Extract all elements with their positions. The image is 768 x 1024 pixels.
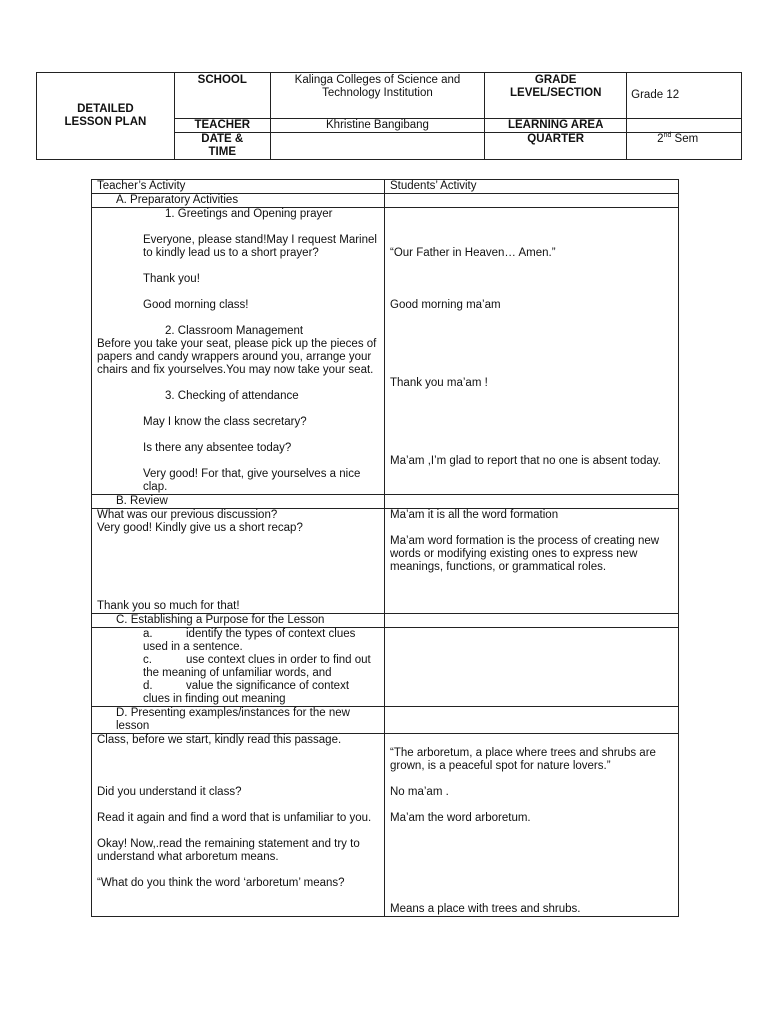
d-teacher-1: Class, before we start, kindly read this passage. — [97, 734, 342, 746]
lesson-plan-header — [36, 72, 742, 160]
section-c-objectives — [92, 628, 385, 707]
plan-title-cell — [37, 73, 175, 160]
quarter-value — [627, 133, 742, 160]
section-b-students — [385, 509, 679, 614]
section-c-heading: C. Establishing a Purpose for the Lesson — [92, 614, 385, 628]
objective-d-text: value the significance of context clues in finding out meaning — [143, 680, 350, 705]
col-header-students: Students’ Activity — [385, 180, 679, 194]
d-teacher-5: “What do you think the word ‘arboretum’ means? — [97, 877, 345, 889]
b-student-1: Ma’am it is all the word formation — [390, 509, 559, 521]
b-teacher-3: Thank you so much for that! — [97, 600, 240, 612]
section-a-students — [385, 208, 679, 495]
objective-d-label: d. — [143, 680, 153, 692]
d-teacher-4: Okay! Now,.read the remaining statement and try to understand what arboretum means. — [97, 838, 360, 863]
objective-c-label: c. — [143, 654, 152, 666]
school-label: SCHOOL — [174, 73, 270, 119]
quarter-rest: Sem — [671, 133, 699, 145]
date-label-text: DATE & TIME — [201, 133, 244, 158]
d-student-1: “The arboretum, a place where trees and shrubs are grown, is a peaceful spot for nature lovers.” — [390, 747, 656, 772]
quarter-label: QUARTER — [485, 133, 627, 160]
teacher-label: TEACHER — [174, 119, 270, 133]
objective-c — [97, 654, 379, 680]
b-teacher-2: Very good! Kindly give us a short recap? — [97, 522, 303, 534]
d-student-2: No ma’am . — [390, 786, 449, 798]
b-student-2: Ma’am word formation is the process of creating new words or modifying existing ones to express new meanings, functions, or grammatical roles. — [390, 535, 660, 573]
a1-title: 1. Greetings and Opening prayer — [165, 208, 333, 220]
a3-teacher-2: Is there any absentee today? — [143, 442, 292, 454]
section-d-heading — [92, 707, 385, 734]
a2-title: 2. Classroom Management — [165, 325, 304, 337]
a1-teacher-1: Everyone, please stand!May I request Marinel to kindly lead us to a short prayer? — [143, 234, 377, 259]
a3-teacher-1: May I know the class secretary? — [143, 416, 307, 428]
a1-student-3: Good morning ma’am — [390, 299, 501, 311]
learning-area-value — [627, 119, 742, 133]
quarter-sup: nd — [663, 132, 672, 140]
section-b-teacher — [92, 509, 385, 614]
col-header-teacher: Teacher’s Activity — [92, 180, 385, 194]
teacher-value: Khristine Bangibang — [270, 119, 485, 133]
objective-c-text: use context clues in order to find out the meaning of unfamiliar words, and — [143, 654, 371, 679]
a3-teacher-3: Very good! For that, give yourselves a nice clap. — [143, 468, 361, 493]
objective-a-text: identify the types of context clues used in a sentence. — [143, 628, 356, 653]
section-d-students — [385, 734, 679, 917]
plan-title: DETAILED LESSON PLAN — [64, 103, 147, 128]
d-student-3: Ma’am the word arboretum. — [390, 812, 531, 824]
activity-table — [91, 179, 679, 917]
objective-d — [97, 680, 379, 706]
grade-value: Grade 12 — [627, 73, 742, 119]
date-value — [270, 133, 485, 160]
a2-teacher-1: Before you take your seat, please pick up the pieces of papers and candy wrappers around you, arrange your chairs and fix yourselves.You may now take your seat. — [97, 338, 377, 376]
d-teacher-3: Read it again and find a word that is unfamiliar to you. — [97, 812, 372, 824]
objective-a-label: a. — [143, 628, 153, 640]
a3-title: 3. Checking of attendance — [165, 390, 299, 402]
section-d-heading-text: D. Presenting examples/instances for the new lesson — [116, 707, 350, 732]
learning-area-label: LEARNING AREA — [485, 119, 627, 133]
section-d-teacher — [92, 734, 385, 917]
section-a-teacher — [92, 208, 385, 495]
section-a-heading: A. Preparatory Activities — [92, 194, 385, 208]
a2-student-1: Thank you ma’am ! — [390, 377, 488, 389]
section-b-heading: B. Review — [92, 495, 385, 509]
grade-label: GRADE LEVEL/SECTION — [485, 73, 627, 119]
a1-teacher-2: Thank you! — [143, 273, 200, 285]
a1-student-1: “Our Father in Heaven… Amen.” — [390, 247, 556, 259]
quarter-num: 2 — [657, 133, 664, 145]
d-teacher-2: Did you understand it class? — [97, 786, 242, 798]
school-value: Kalinga Colleges of Science and Technology Institution — [270, 73, 485, 119]
d-student-5: Means a place with trees and shrubs. — [390, 903, 581, 915]
date-label — [174, 133, 270, 160]
objective-a — [97, 628, 379, 654]
a3-student-2: Ma’am ,I’m glad to report that no one is absent today. — [390, 455, 661, 467]
a1-teacher-3: Good morning class! — [143, 299, 249, 311]
b-teacher-1: What was our previous discussion? — [97, 509, 278, 521]
